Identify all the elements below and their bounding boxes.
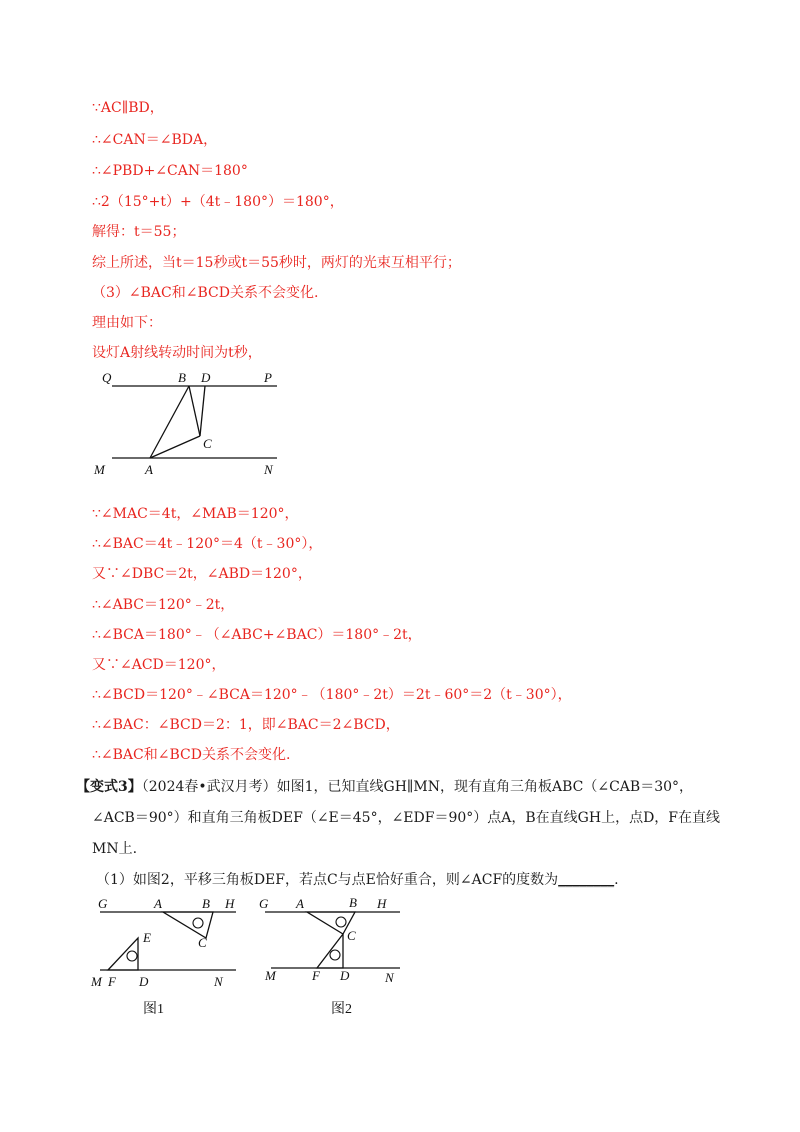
fig1-label-e: E [143, 930, 151, 945]
solution-line: ∴∠BAC和∠BCD关系不会变化. [92, 747, 291, 763]
variant-label: 【变式3】 [76, 779, 142, 795]
point-label-a: A [145, 462, 153, 477]
fig1-label-c: C [198, 935, 207, 950]
solution-line: （3）∠BAC和∠BCD关系不会变化. [92, 285, 319, 301]
point-label-b: B [178, 370, 186, 385]
question-end: . [614, 872, 619, 888]
solution-line: 解得：t＝55； [92, 224, 186, 240]
fig2-label-a: A [296, 896, 304, 911]
fig1-label-b: B [202, 896, 210, 911]
fig2-label-h: H [377, 896, 387, 911]
point-label-c: C [203, 436, 212, 451]
solution-line: 理由如下： [92, 315, 162, 331]
fig1-label-h: H [225, 896, 235, 911]
geometry-figure-top [92, 362, 292, 480]
solution-line: ∴∠BCD＝120°﹣∠BCA＝120°﹣（180°﹣2t）＝2t﹣60°＝2（t﹣30°）， [92, 687, 572, 703]
point-label-n: N [264, 462, 273, 477]
fig2-label-c: C [347, 928, 356, 943]
variant-problem-line: ∠ACB＝90°）和直角三角板DEF（∠E＝45°，∠EDF＝90°）点A，B在直线GH上，点D，F在直线 [92, 810, 721, 826]
fig2-label-g: G [259, 896, 269, 911]
point-label-q: Q [102, 370, 112, 385]
solution-line: 又∵∠ACD＝120°， [92, 657, 226, 673]
solution-line: ∴∠ABC＝120°﹣2t， [92, 597, 235, 613]
figure-2 [255, 892, 410, 1022]
fig2-label-n: N [385, 970, 394, 985]
point-label-p: P [264, 370, 272, 385]
solution-line: ∴∠PBD+∠CAN＝180° [92, 163, 248, 179]
fig2-label-f: F [312, 968, 320, 983]
variant-text: （2024春•武汉月考）如图1，已知直线GH∥MN，现有直角三角板ABC（∠CAB＝30°， [141, 779, 694, 795]
solution-line: ∴2（15°+t）+（4t﹣180°）＝180°， [92, 194, 344, 210]
figure-1 [88, 892, 243, 1022]
fig1-caption: 图1 [143, 1002, 164, 1017]
fig1-label-g: G [98, 896, 108, 911]
solution-line: ∴∠BAC：∠BCD＝2：1，即∠BAC＝2∠BCD， [92, 717, 400, 733]
point-label-d: D [201, 370, 211, 385]
fig1-label-n: N [214, 974, 223, 989]
solution-line: 综上所述，当t＝15秒或t＝55秒时，两灯的光束互相平行； [92, 255, 461, 271]
fig2-label-d: D [340, 968, 350, 983]
fig1-label-d: D [139, 974, 149, 989]
question-line [96, 870, 619, 890]
solution-line: ∵AC∥BD， [92, 100, 164, 116]
fig1-label-f: F [108, 974, 116, 989]
solution-line: ∴∠CAN＝∠BDA， [92, 132, 218, 148]
fig2-label-b: B [349, 895, 357, 910]
solution-line: 又∵∠DBC＝2t，∠ABD＝120°， [92, 566, 312, 582]
fig2-label-m: M [265, 968, 276, 983]
answer-blank: ________ [558, 872, 615, 888]
solution-line: ∵∠MAC＝4t，∠MAB＝120°， [92, 506, 299, 522]
fig1-label-m: M [91, 974, 102, 989]
solution-line: ∴∠BCA＝180°﹣（∠ABC+∠BAC）＝180°﹣2t， [92, 627, 422, 643]
solution-line: ∴∠BAC＝4t﹣120°＝4（t﹣30°）， [92, 536, 323, 552]
variant-problem-line: MN上. [92, 841, 138, 857]
variant-problem-line [76, 777, 693, 797]
fig2-caption: 图2 [331, 1002, 352, 1017]
solution-line: 设灯A射线转动时间为t秒， [92, 345, 262, 361]
question-text: （1）如图2，平移三角板DEF，若点C与点E恰好重合，则∠ACF的度数为 [96, 872, 559, 888]
point-label-m: M [94, 462, 105, 477]
fig1-label-a: A [154, 896, 162, 911]
